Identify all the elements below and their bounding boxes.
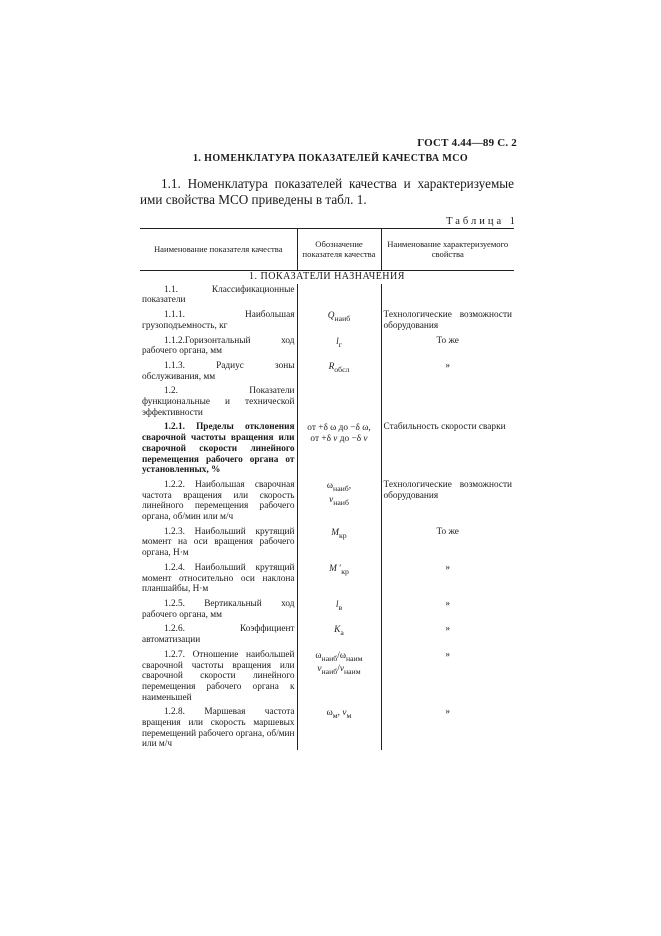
indicator-name: 1.2.3. Наибольший крутящий момент на оси вращения рабочего органа, Н·м — [142, 526, 295, 559]
indicator-name: 1.2. Показатели функциональные и технической эффективности — [142, 386, 295, 418]
column-header-symbol: Обозначение показателя качества — [297, 229, 381, 271]
indicator-property: » — [381, 562, 514, 598]
indicator-name: 1.1.3. Радиус зоны обслуживания, мм — [142, 360, 295, 382]
indicator-symbol: $\omega_{наиб}$, $v_{наиб}$ — [297, 479, 381, 526]
indicator-property: Технологические возможности оборудования — [381, 479, 514, 526]
table-row — [140, 649, 514, 707]
indicator-symbol: $l_г$ — [297, 335, 381, 360]
indicator-name: 1.1. Классификационные показатели — [142, 284, 295, 306]
indicator-property — [381, 284, 514, 309]
indicator-name: 1.2.5. Вертикальный ход рабочего органа, мм — [142, 598, 295, 620]
indicator-property: Стабильность скорости сварки — [381, 421, 514, 479]
indicator-property: Технологические возможности оборудования — [381, 309, 514, 334]
indicator-property: » — [381, 598, 514, 623]
indicator-name: 1.1.2.Горизонтальный ход рабочего органа, мм — [142, 335, 295, 357]
table-row — [140, 526, 514, 562]
intro-paragraph: 1.1. Номенклатура показателей качества и характеризуемые ими свойства МСО приведены в табл. 1. — [140, 176, 514, 207]
indicator-name: 1.2.7. Отношение наибольшей сварочной частоты вращения или сварочной скорости линейного перемещения рабочего органа к наименьшей — [142, 649, 295, 703]
table-row — [140, 284, 514, 309]
indicator-symbol: $\omega_{наиб}/\omega_{наим}$ $v_{наиб}/v_{наим}$ — [297, 649, 381, 707]
indicator-property: » — [381, 623, 514, 648]
table-row — [140, 479, 514, 526]
table-row — [140, 385, 514, 421]
table-row — [140, 598, 514, 623]
indicator-property — [381, 385, 514, 421]
table-section-row — [140, 271, 514, 284]
table-section-title: 1. ПОКАЗАТЕЛИ НАЗНАЧЕНИЯ — [249, 271, 405, 282]
indicator-property: » — [381, 706, 514, 750]
indicator-symbol: $R_{обсл}$ — [297, 360, 381, 385]
indicator-name: 1.2.6. Коэффициент автоматизации — [142, 624, 295, 646]
table-row — [140, 309, 514, 334]
indicator-property: То же — [381, 335, 514, 360]
indicator-symbol: $K_а$ — [297, 623, 381, 648]
table-row — [140, 623, 514, 648]
indicator-symbol: M $'_{кр}$ — [297, 562, 381, 598]
table-row — [140, 335, 514, 360]
table-row — [140, 421, 514, 479]
indicator-property: То же — [381, 526, 514, 562]
indicators-table — [140, 228, 514, 750]
table-row — [140, 360, 514, 385]
indicator-name: 1.2.4. Наибольший крутящий момент относительно оси наклона планшайбы, Н·м — [142, 562, 295, 595]
indicator-name: 1.2.8. Маршевая частота вращения или скорость маршевых перемещений рабочего органа, об/мин или м/ч — [142, 707, 295, 750]
indicator-property: » — [381, 360, 514, 385]
column-header-property: Наименование характеризуемого свойства — [381, 229, 514, 271]
indicator-symbol: $Q_{наиб}$ — [297, 309, 381, 334]
indicator-name: 1.1.1. Наибольшая грузоподъемность, кг — [142, 310, 295, 331]
indicator-name: 1.2.2. Наибольшая сварочная частота вращения или скорость линейного перемещения рабочего органа, об/мин или м/ч — [142, 479, 295, 523]
indicator-symbol: $\omega_м$, $v_м$ — [297, 706, 381, 750]
indicator-symbol — [297, 284, 381, 309]
column-header-name: Наименование показателя качества — [153, 243, 283, 254]
indicator-symbol: $M_{кр}$ — [297, 526, 381, 562]
indicator-symbol — [297, 385, 381, 421]
indicator-symbol: от +δ ω до −δ ω, от +δ v до −δ v — [297, 421, 381, 479]
table-row — [140, 562, 514, 598]
indicator-name: 1.2.1. Пределы отклонения сварочной частоты вращения или сварочной скорости линейного перемещения рабочего органа от установленных, % — [142, 422, 295, 476]
page-header: ГОСТ 4.44—89 С. 2 — [417, 137, 517, 149]
table-label: Таблица 1 — [446, 216, 518, 227]
indicator-symbol: $l_в$ — [297, 598, 381, 623]
indicator-property: » — [381, 649, 514, 707]
section-title: 1. НОМЕНКЛАТУРА ПОКАЗАТЕЛЕЙ КАЧЕСТВА МСО — [192, 153, 469, 164]
table-row — [140, 706, 514, 750]
table-header-row — [140, 229, 514, 271]
